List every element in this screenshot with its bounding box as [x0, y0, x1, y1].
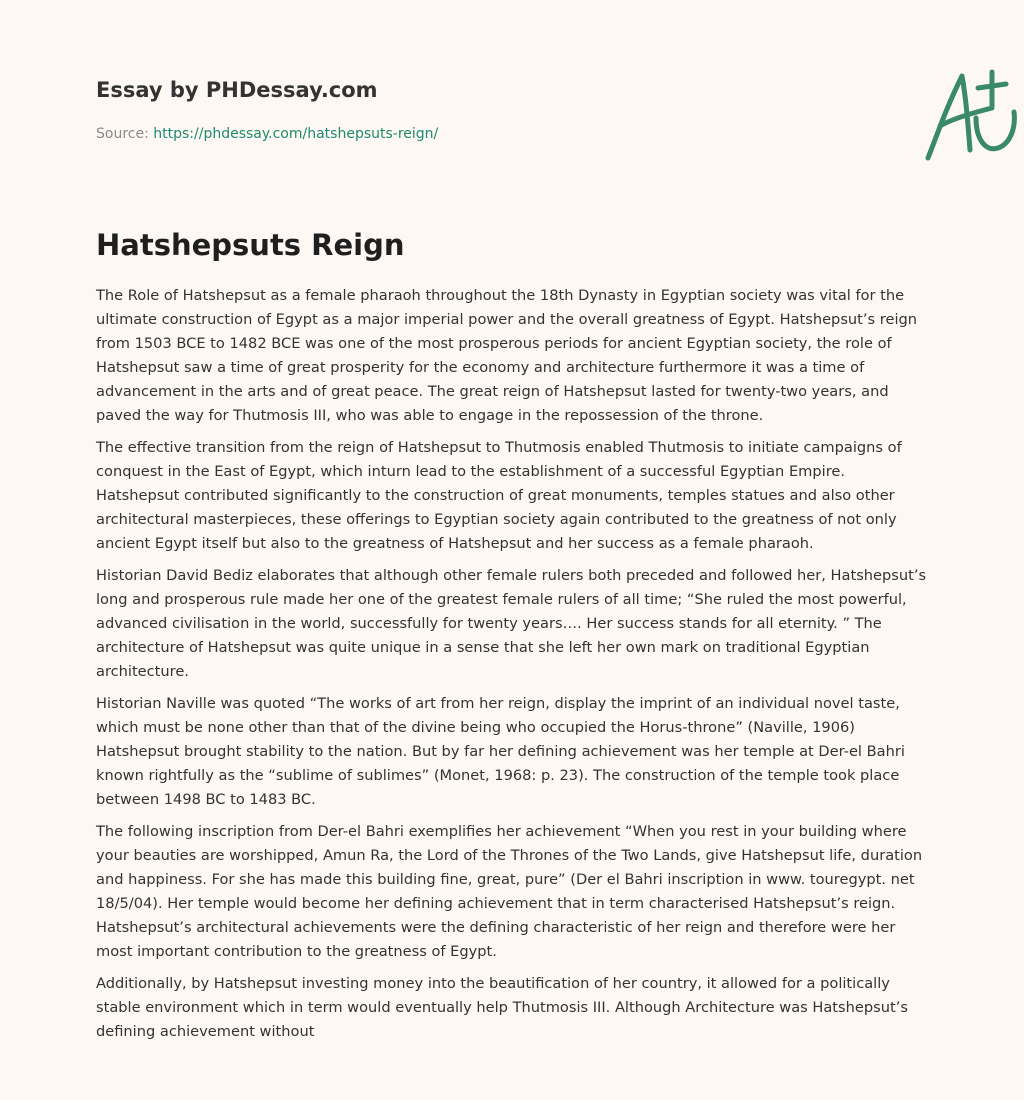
essay-paragraph: Historian Naville was quoted “The works of art from her reign, display the imprint of an individual novel taste, which must be none other than that of the divine being who occupied the Horus-throne” (Naville, 1906) Hatshepsut brought stability to the nation. But by far her defining achievement was her temple at Der-el Bahri known rightfully as the “sublime of sublimes” (Monet, 1968: p. 23). The construction of the temple took place between 1498 BC to 1483 BC.	[96, 695, 905, 808]
essay-paragraph: Historian David Bediz elaborates that although other female rulers both preceded and followed her, Hatshepsut’s long and prosperous rule made her one of the greatest female rulers of all time; “She ruled the most powerful, advanced civilisation in the world, successfully for twenty years…. Her success stands for all eternity. ” The architecture of Hatshepsut was quite unique in a sense that she left her own mark on traditional Egyptian architecture.	[96, 567, 927, 680]
essay-paragraph: The Role of Hatshepsut as a female pharaoh throughout the 18th Dynasty in Egyptian society was vital for the ultimate construction of Egypt as a major imperial power and the overall greatness of Egypt. Hatshepsut’s reign from 1503 BCE to 1482 BCE was one of the most prosperous periods for ancient Egyptian society, the role of Hatshepsut saw a time of great prosperity for the economy and architecture furthermore it was a time of advancement in the arts and of great peace. The great reign of Hatshepsut lasted for twenty-two years, and paved the way for Thutmosis III, who was able to engage in the repossession of the throne.	[96, 287, 918, 424]
source-line	[96, 124, 438, 144]
a-plus-logo-icon	[922, 68, 1022, 164]
site-title: Essay by PHDessay.com	[96, 78, 378, 102]
essay-title: Hatshepsuts Reign	[96, 228, 405, 262]
essay-paragraph: Additionally, by Hatshepsut investing money into the beautification of her country, it allowed for a politically stable environment which in term would eventually help Thutmosis III. Although Architecture was Hatshepsut’s defining achievement without	[96, 975, 908, 1040]
essay-paragraph: The following inscription from Der-el Bahri exemplifies her achievement “When you rest in your building where your beauties are worshipped, Amun Ra, the Lord of the Thrones of the Two Lands, give Hatshepsut life, duration and happiness. For she has made this building fine, great, pure” (Der el Bahri inscription in www. touregypt. net 18/5/04). Her temple would become her defining achievement that in term characterised Hatshepsut’s reign. Hatshepsut’s architectural achievements were the defining characteristic of her reign and therefore were her most important contribution to the greatness of Egypt.	[96, 823, 923, 960]
source-label: Source:	[96, 126, 149, 142]
essay-body	[96, 284, 930, 1052]
source-link[interactable]: https://phdessay.com/hatshepsuts-reign/	[153, 126, 439, 142]
essay-paragraph: The effective transition from the reign of Hatshepsut to Thutmosis enabled Thutmosis to initiate campaigns of conquest in the East of Egypt, which inturn lead to the establishment of a successful Egyptian Empire. Hatshepsut contributed significantly to the construction of great monuments, temples statues and also other architectural masterpieces, these offerings to Egyptian society again contributed to the greatness of not only ancient Egypt itself but also to the greatness of Hatshepsut and her success as a female pharaoh.	[96, 439, 902, 552]
